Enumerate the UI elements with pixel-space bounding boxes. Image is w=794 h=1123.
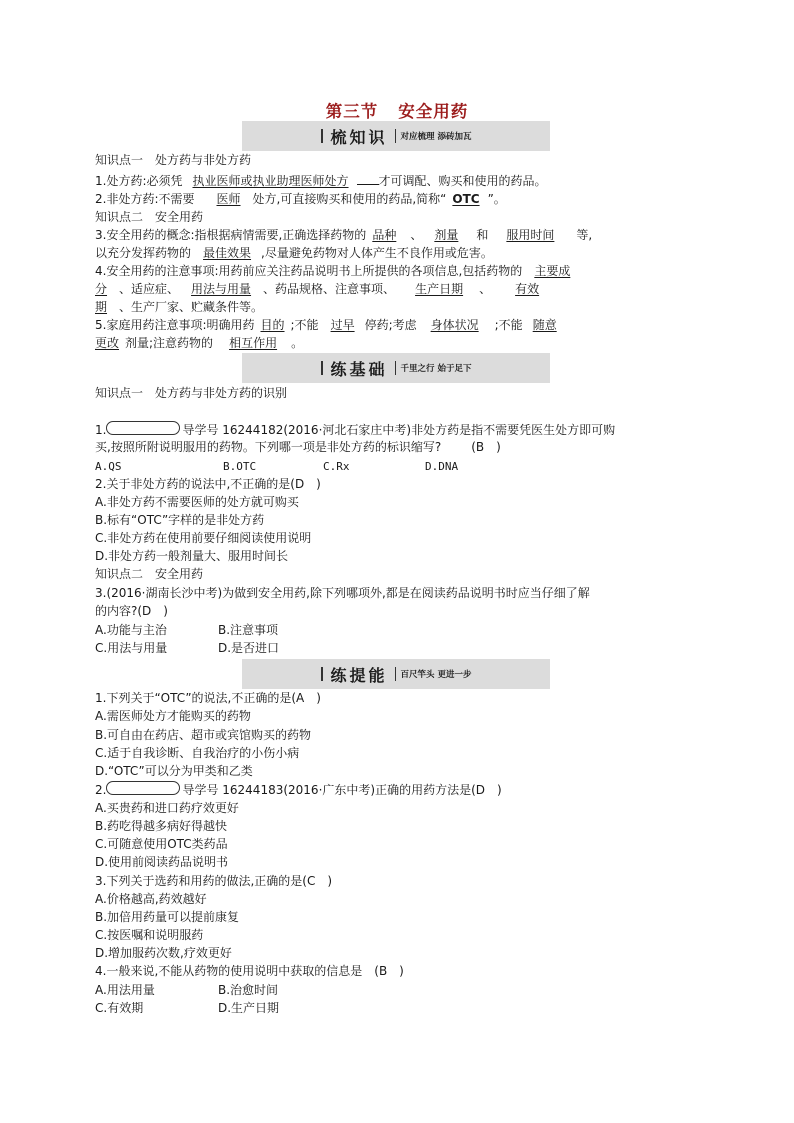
advanced-q4: 4.一般来说,不能从药物的使用说明中获取的信息是 (B ) — [95, 964, 404, 978]
answer-blank: 有效 — [515, 282, 540, 296]
basic-q2-option-b: B.标有“OTC”字样的是非处方药 — [95, 513, 265, 527]
basic-q2-option-a: A.非处方药不需要医师的处方就可购买 — [95, 495, 299, 509]
text: 剂量;注意药物的 — [125, 336, 214, 350]
guide-number-badge — [106, 781, 180, 795]
answer: (B ) — [471, 440, 501, 454]
answer-blank: 剂量 — [434, 228, 459, 242]
answer-blank: 执业医师或执业助理医师处方 — [192, 174, 349, 188]
knowledge-line-1 — [95, 172, 699, 190]
section-banner-advanced — [242, 659, 550, 689]
knowledge-point-1: 知识点一 处方药与非处方药 — [95, 153, 252, 167]
advanced-q1-option-a: A.需医师处方才能购买的药物 — [95, 709, 251, 723]
option-d: D.DNA — [425, 460, 459, 473]
option-c: C.Rx — [323, 460, 350, 473]
text: ;不能 — [494, 318, 523, 332]
knowledge-line-7 — [95, 299, 699, 316]
option-b: B.OTC — [223, 460, 257, 473]
banner-bar — [321, 129, 323, 143]
advanced-q3-option-b: B.加倍用药量可以提前康复 — [95, 910, 240, 924]
text: 才可调配、购买和使用的药品。 — [378, 174, 547, 188]
option-b: B.治愈时间 — [218, 983, 279, 997]
text: ,尽量避免药物对人体产生不良作用或危害。 — [261, 246, 493, 260]
basic-q2-option-c: C.非处方药在使用前要仔细阅读使用说明 — [95, 531, 312, 545]
section-name: 梳知识 — [330, 127, 388, 147]
section-name: 练提能 — [330, 665, 388, 685]
knowledge-line-2 — [95, 191, 699, 208]
text: 等, — [576, 228, 593, 242]
text: 停药;考虑 — [364, 318, 417, 332]
question-text: 导学号 16244183(2016·广东中考)正确的用药方法是(D ) — [182, 783, 502, 797]
answer-blank: 医师 — [216, 192, 241, 206]
answer-blank: 身体状况 — [430, 318, 479, 332]
answer-blank: 用法与用量 — [191, 282, 252, 296]
advanced-q1-option-b: B.可自由在药店、超市或宾馆购买的药物 — [95, 728, 312, 742]
text: 、生产厂家、贮藏条件等。 — [119, 300, 264, 314]
option-d: D.生产日期 — [218, 1001, 280, 1015]
option-a: A.QS — [95, 460, 122, 473]
section-slogan: 对应梳理 添砖加瓦 — [400, 132, 472, 142]
advanced-q4-options-row-1 — [95, 982, 699, 999]
knowledge-line-9 — [95, 335, 699, 352]
question-text: 导学号 16244182(2016·河北石家庄中考)非处方药是指不需要凭医生处方即可购 — [182, 423, 616, 437]
banner-separator — [395, 361, 396, 375]
text: 、 — [479, 282, 492, 296]
knowledge-line-5 — [95, 263, 699, 280]
knowledge-line-8 — [95, 317, 699, 334]
basic-knowledge-point-2: 知识点二 安全用药 — [95, 567, 204, 581]
text: 处方,可直接购买和使用的药品,简称“ — [252, 192, 447, 206]
answer-blank: 目的 — [260, 318, 285, 332]
text: 、适应症、 — [119, 282, 180, 296]
advanced-q3-option-a: A.价格越高,药效越好 — [95, 892, 207, 906]
answer-blank: 最佳效果 — [203, 246, 252, 260]
text: 5.家庭用药注意事项:明确用药 — [95, 318, 255, 332]
option-d: D.是否进口 — [218, 641, 280, 655]
question-number: 2. — [95, 783, 107, 797]
section-slogan: 百尺竿头 更进一步 — [400, 670, 472, 680]
basic-q1-options — [95, 458, 699, 475]
title-section-number: 第三节 — [325, 102, 379, 121]
banner-bar — [321, 667, 323, 681]
knowledge-line-4 — [95, 245, 699, 262]
answer-blank: OTC — [452, 192, 480, 206]
option-c: C.有效期 — [95, 1001, 144, 1015]
knowledge-point-2: 知识点二 安全用药 — [95, 210, 204, 224]
advanced-q1-option-c: C.适于自我诊断、自我治疗的小伤小病 — [95, 746, 300, 760]
advanced-q3-option-d: D.增加服药次数,疗效更好 — [95, 946, 232, 960]
advanced-q2-option-a: A.买贵药和进口药疗效更好 — [95, 801, 239, 815]
text: 以充分发挥药物的 — [95, 246, 192, 260]
answer-blank: 期 — [95, 300, 108, 314]
advanced-q3-option-c: C.按医嘱和说明服药 — [95, 928, 204, 942]
advanced-q1-option-d: D.“OTC”可以分为甲类和乙类 — [95, 764, 253, 778]
basic-q2-option-d: D.非处方药一般剂量大、服用时间长 — [95, 549, 289, 563]
answer-blank: 随意 — [532, 318, 557, 332]
text: 3.安全用药的概念:指根据病情需要,正确选择药物的 — [95, 228, 367, 242]
advanced-q3: 3.下列关于选药和用药的做法,正确的是(C ) — [95, 874, 333, 888]
basic-q3-line-2: 的内容?(D ) — [95, 604, 168, 618]
blank-line — [357, 172, 379, 185]
answer-blank: 主要成 — [534, 264, 571, 278]
basic-knowledge-point-1: 知识点一 处方药与非处方药的识别 — [95, 386, 288, 400]
basic-q2: 2.关于非处方药的说法中,不正确的是(D ) — [95, 477, 321, 491]
text: ;不能 — [290, 318, 319, 332]
answer-blank: 相互作用 — [229, 336, 278, 350]
basic-q1-line-2 — [95, 439, 699, 456]
option-c: C.用法与用量 — [95, 641, 168, 655]
question-number: 1. — [95, 423, 107, 437]
answer-blank: 服用时间 — [506, 228, 555, 242]
option-a: A.用法用量 — [95, 983, 155, 997]
answer-blank: 过早 — [330, 318, 355, 332]
answer-blank: 品种 — [372, 228, 397, 242]
option-a: A.功能与主治 — [95, 623, 167, 637]
title-topic: 安全用药 — [398, 102, 469, 121]
text: ”。 — [487, 192, 506, 206]
banner-separator — [395, 667, 396, 681]
knowledge-line-6 — [95, 281, 699, 298]
answer-blank: 更改 — [95, 336, 120, 350]
page-title — [95, 98, 699, 122]
section-banner-knowledge — [242, 121, 550, 151]
answer-blank: 生产日期 — [415, 282, 464, 296]
text: 和 — [476, 228, 489, 242]
basic-q3-line-1: 3.(2016·湖南长沙中考)为做到安全用药,除下列哪项外,都是在阅读药品说明书时应当仔细了解 — [95, 586, 590, 600]
text: 1.处方药:必须凭 — [95, 174, 183, 188]
option-b: B.注意事项 — [218, 623, 279, 637]
knowledge-line-3 — [95, 227, 699, 244]
advanced-q4-options-row-2 — [95, 1000, 699, 1017]
advanced-q2-option-b: B.药吃得越多病好得越快 — [95, 819, 228, 833]
section-name: 练基础 — [330, 359, 388, 379]
question-text: 买,按照所附说明服用的药物。下列哪一项是非处方药的标识缩写? — [95, 440, 442, 454]
answer-blank: 分 — [95, 282, 108, 296]
guide-number-badge — [106, 421, 180, 435]
basic-q3-options-row-1 — [95, 622, 699, 639]
advanced-q2-option-c: C.可随意使用OTC类药品 — [95, 837, 228, 851]
advanced-q1: 1.下列关于“OTC”的说法,不正确的是(A ) — [95, 691, 321, 705]
section-slogan: 千里之行 始于足下 — [400, 364, 472, 374]
advanced-q2 — [95, 781, 699, 799]
text: 。 — [291, 336, 304, 350]
text: 、 — [410, 228, 423, 242]
section-banner-basic — [242, 353, 550, 383]
text: 、药品规格、注意事项、 — [263, 282, 396, 296]
advanced-q2-option-d: D.使用前阅读药品说明书 — [95, 855, 229, 869]
banner-bar — [321, 361, 323, 375]
banner-separator — [395, 129, 396, 143]
basic-q3-options-row-2 — [95, 640, 699, 657]
text: 2.非处方药:不需要 — [95, 192, 195, 206]
basic-q1-line-1 — [95, 421, 699, 439]
text: 4.安全用药的注意事项:用药前应关注药品说明书上所提供的各项信息,包括药物的 — [95, 264, 523, 278]
